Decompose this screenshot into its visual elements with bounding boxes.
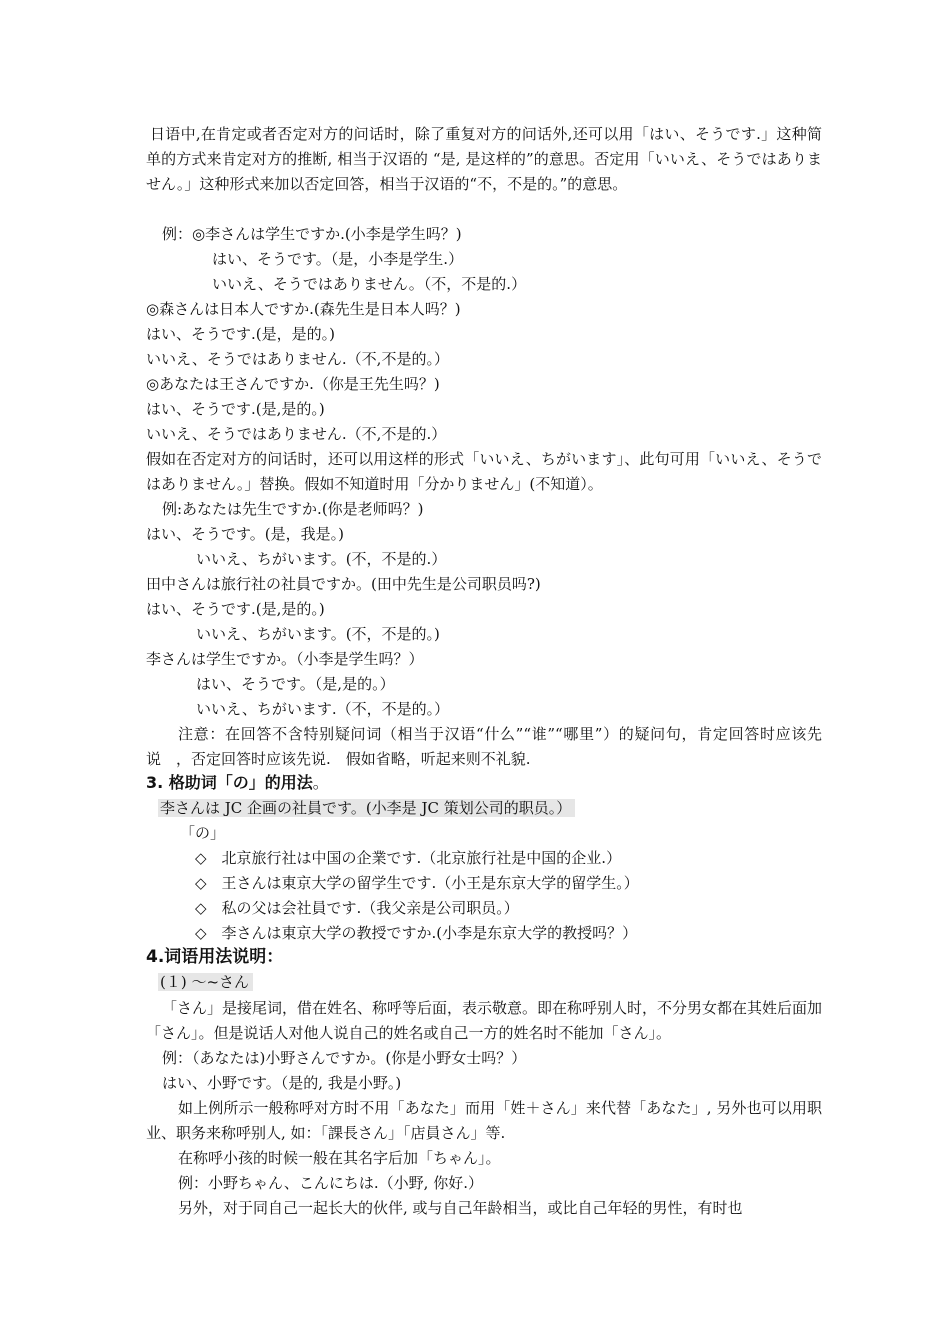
example-line: いいえ、ちがいます。(不，不是的.） (196, 550, 447, 568)
alternative-paragraph: 假如在否定对方的问话时，还可以用这样的形式「いいえ、ちがいます」、此句可用「いいえ、そうではありません。」替换。假如不知道时用「分かりません」(不知道）。 (146, 450, 822, 493)
section-heading-title: 3. 格助词「の」的用法 (146, 773, 313, 792)
example-line: 例:あなたは先生ですか.(你是老师吗？) (162, 500, 424, 518)
example-line: はい、そうです。（是,是的。） (196, 675, 395, 693)
example-line: いいえ、ちがいます。(不，不是的。) (196, 625, 440, 643)
section-heading-punct: 。 (312, 773, 329, 792)
example-line: いいえ、そうではありません。（不，不是的.） (212, 275, 527, 293)
bullet-example: ◇ 王さんは東京大学の留学生です.（小王是东京大学的留学生。） (195, 874, 639, 892)
body-line: 在称呼小孩的时候一般在其名字后加「ちゃん」。 (178, 1149, 501, 1167)
intro-paragraph: 日语中,在肯定或者否定对方的问话时，除了重复对方的问话外,还可以用「はい、そうです.」这种简单的方式来肯定对方的推断, 相当于汉语的 “是, 是这样的”的意思。否定用「いいえ、そうではありません。」这种形式来加以否定回答，相当于汉语的“不，不是的。”的意思。 (146, 125, 822, 193)
example-line: 例：（あなたは)小野さんですか。(你是小野女士吗？） (162, 1049, 527, 1067)
example-line: はい、そうです.(是,是的。) (146, 400, 325, 418)
bullet-example: ◇ 私の父は会社員です.（我父亲是公司职员。） (195, 899, 519, 917)
highlighted-example (158, 798, 575, 818)
example-line: いいえ、そうではありません.（不,不是的.） (146, 425, 447, 443)
bullet-example: ◇ 北京旅行社は中国の企業です.（北京旅行社是中国的企业.） (195, 849, 622, 867)
subsection-label (158, 972, 253, 992)
san-paragraph: 「さん」是接尾词，借在姓名、称呼等后面，表示敬意。即在称呼别人时，不分男女都在其姓后面加「さん」。但是说话人对他人说自己的姓名或自己一方的姓名时不能加「さん」。 (146, 999, 823, 1042)
example-line: 例：小野ちゃん、こんにちは.（小野, 你好.） (178, 1174, 483, 1192)
example-line: ◎森さんは日本人ですか.(森先生是日本人吗？) (146, 300, 461, 318)
example-line: 例：◎李さんは学生ですか.(小李是学生吗？) (162, 225, 462, 243)
highlighted-example-text: 李さんは JC 企画の社員です。(小李是 JC 策划公司的职员。） (158, 799, 575, 817)
example-line: ◎あなたは王さんですか.（你是王先生吗？) (146, 375, 440, 393)
section-heading (146, 772, 329, 794)
bullet-example: ◇ 李さんは東京大学の教授ですか.(小李是东京大学的教授吗？） (195, 924, 638, 942)
note-paragraph: 注意：在回答不含特别疑问词（相当于汉语“什么”“谁”“哪里”）的疑问句，肯定回答时应该先说 ，否定回答时应该先说. 假如省略，听起来则不礼貌. (146, 725, 822, 768)
example-line: 田中さんは旅行社の社員ですか。(田中先生是公司职员吗?) (146, 575, 541, 593)
particle-label: 「の」 (180, 824, 226, 842)
example-line: はい、そうです.(是，是的。) (146, 325, 335, 343)
example-line: 李さんは学生ですか。（小李是学生吗？） (146, 650, 424, 668)
example-line: いいえ、ちがいます.（不，不是的。） (196, 700, 450, 718)
example-line: はい、そうです。（是，小李是学生.） (212, 250, 464, 268)
example-line: はい、小野です。（是的, 我是小野。) (162, 1074, 402, 1092)
example-line: はい、そうです.(是,是的。) (146, 600, 325, 618)
body-line: 另外，对于同自己一起长大的伙伴, 或与自己年龄相当，或比自己年轻的男性，有时也 (178, 1199, 743, 1217)
subsection-label-text: (１) ～~さん (158, 973, 253, 991)
section-heading: 4.词语用法说明： (146, 947, 284, 967)
anata-paragraph: 如上例所示一般称呼对方时不用「あなた」而用「姓＋さん」来代替「あなた」, 另外也可以用职业、职务来称呼别人, 如：「課長さん」「店員さん」等. (146, 1099, 822, 1142)
example-line: はい、そうです。(是，我是。) (146, 525, 345, 543)
example-line: いいえ、そうではありません.（不,不是的。） (146, 350, 449, 368)
